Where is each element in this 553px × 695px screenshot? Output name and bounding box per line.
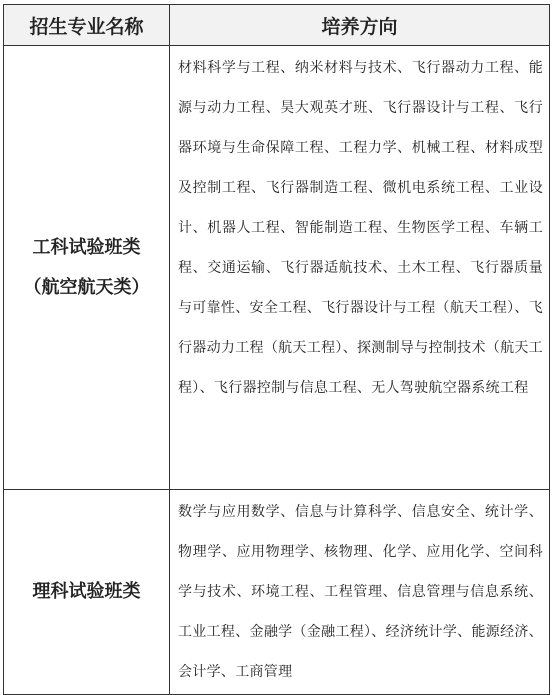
training-directions-cell: 数学与应用数学、信息与计算科学、信息安全、统计学、物理学、应用物理学、核物理、化学、应用化学、空间科学与技术、环境工程、工程管理、信息管理与信息系统、工业工程、金融学（金融工程）、经济统计学、能源经济、会计学、工商管理 [170, 490, 550, 695]
table-header-row [4, 5, 550, 46]
header-training-direction: 培养方向 [170, 5, 550, 46]
major-name-subline: （航空航天类） [23, 276, 150, 298]
major-name-line: 工科试验班类 [32, 236, 141, 258]
header-major-name: 招生专业名称 [4, 5, 170, 46]
major-name-cell [4, 490, 170, 695]
major-name-line: 理科试验班类 [32, 581, 141, 602]
enrollment-table [3, 4, 550, 695]
table-row [4, 490, 550, 695]
table-row [4, 46, 550, 490]
major-name-cell [4, 46, 170, 490]
training-directions-cell: 材料科学与工程、纳米材料与技术、飞行器动力工程、能源与动力工程、昊大观英才班、飞行器设计与工程、飞行器环境与生命保障工程、工程力学、机械工程、材料成型及控制工程、飞行器制造工程、微机电系统工程、工业设计、机器人工程、智能制造工程、生物医学工程、车辆工程、交通运输、飞行器适航技术、土木工程、飞行器质量与可靠性、安全工程、飞行器设计与工程（航天工程）、飞行器动力工程（航天工程）、探测制导与控制技术（航天工程）、飞行器控制与信息工程、无人驾驶航空器系统工程 [170, 46, 550, 490]
